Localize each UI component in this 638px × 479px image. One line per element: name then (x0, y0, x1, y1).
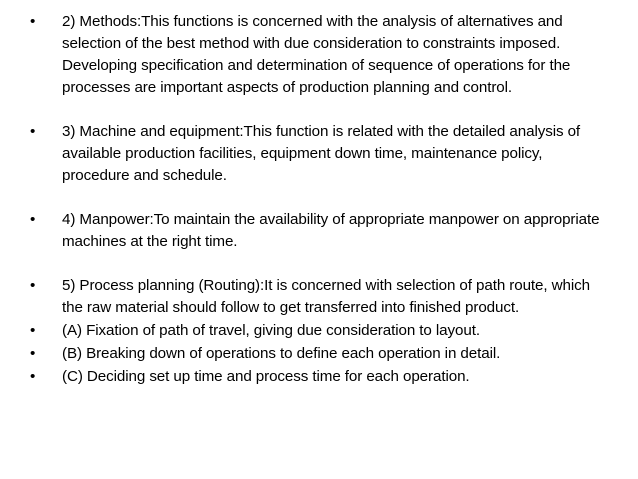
bullet-text: 4) Manpower:To maintain the availability of appropriate manpower on appropriate machines at the right time. (62, 211, 600, 250)
bullet-icon: • (30, 277, 36, 294)
bullet-icon: • (30, 322, 36, 339)
bullet-icon: • (30, 368, 36, 385)
bullet-text: 5) Process planning (Routing):It is concerned with selection of path route, which the raw material should follow to get transferred into finished product. (62, 277, 590, 316)
bullet-item-process-planning (30, 275, 610, 319)
bullet-item-breaking-down (30, 343, 610, 365)
bullet-icon: • (30, 345, 36, 362)
bullet-icon: • (30, 123, 36, 140)
bullet-text: (B) Breaking down of operations to define each operation in detail. (62, 345, 501, 362)
bullet-list (30, 11, 610, 388)
bullet-item-methods (30, 11, 610, 99)
bullet-text: 3) Machine and equipment:This function is related with the detailed analysis of available production facilities, equipment down time, maintenance policy, procedure and schedule. (62, 123, 581, 184)
bullet-item-fixation (30, 320, 610, 342)
bullet-icon: • (30, 211, 36, 228)
bullet-text: (C) Deciding set up time and process time for each operation. (62, 368, 470, 385)
bullet-text: 2) Methods:This functions is concerned with the analysis of alternatives and selection of the best method with due consideration to constraints imposed. Developing specification and determination of sequence of operations for the processes are important aspects of production planning and control. (62, 13, 571, 96)
bullet-icon: • (30, 13, 36, 30)
bullet-item-machine-equipment (30, 121, 610, 187)
bullet-item-manpower (30, 209, 610, 253)
bullet-text: (A) Fixation of path of travel, giving due consideration to layout. (62, 322, 480, 339)
bullet-item-setup-time (30, 366, 610, 388)
